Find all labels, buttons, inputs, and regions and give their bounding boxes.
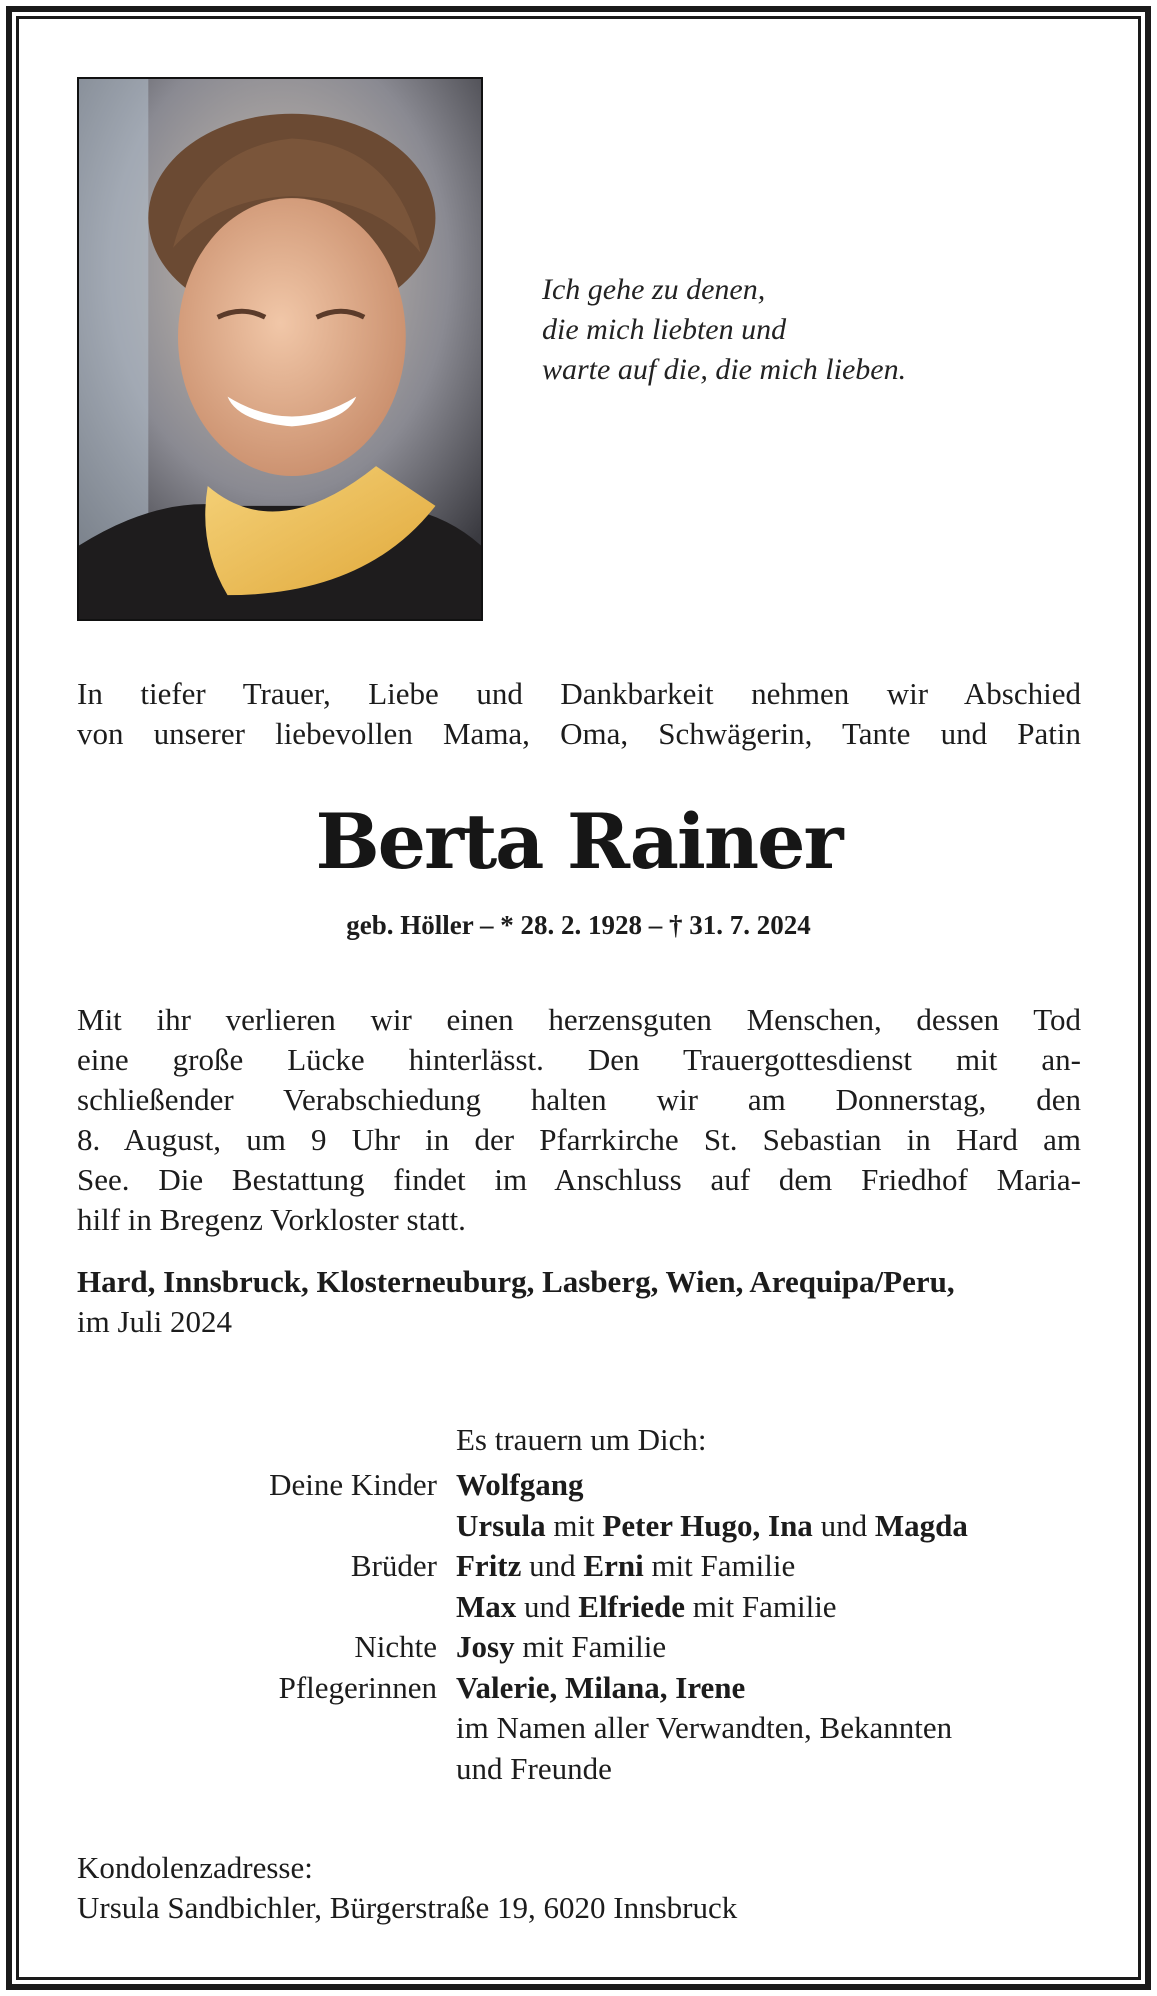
mourner-name: Fritz (456, 1548, 522, 1583)
mourner-row (77, 1465, 968, 1506)
mourner-connector: und (516, 1588, 579, 1624)
mourner-connector: mit Familie (685, 1588, 837, 1624)
mourner-connector: und (521, 1548, 584, 1583)
body-line: hilf in Bregenz Vorkloster statt. (77, 1202, 466, 1237)
body-line: schließender Verabschiedung halten wir am Donnerstag, den (77, 1082, 1081, 1117)
mourner-names (456, 1749, 612, 1790)
mourner-name: Elfriede (578, 1588, 686, 1624)
condolence-address (77, 1848, 737, 1928)
portrait-photo (77, 77, 483, 621)
places-date (77, 1262, 1081, 1342)
mourner-connector: mit Familie (643, 1548, 796, 1583)
body-text (77, 1000, 1081, 1240)
places-cities: Hard, Innsbruck, Klosterneuburg, Lasberg, Wien, Arequipa/Peru, (77, 1264, 955, 1299)
mourner-relation (77, 1708, 437, 1749)
mourner-names (456, 1546, 795, 1587)
mourner-names (456, 1668, 745, 1709)
mourner-name: Valerie, Milana, Irene (456, 1669, 746, 1705)
mourner-name: Josy (456, 1629, 515, 1664)
mourner-relation: Brüder (350, 1548, 437, 1583)
mourner-name: Max (456, 1588, 517, 1624)
poem (542, 270, 906, 390)
body-line: 8. August, um 9 Uhr in der Pfarrkirche St. Sebastian in Hard am (77, 1122, 1081, 1157)
places-date-line: im Juli 2024 (77, 1304, 233, 1339)
mourner-name: Peter Hugo, Ina (602, 1507, 813, 1543)
mourner-name: Wolfgang (456, 1467, 584, 1502)
mourner-row (77, 1506, 968, 1547)
mourner-row (77, 1708, 968, 1749)
poem-line: Ich gehe zu denen, (542, 273, 766, 306)
mourner-relation: Deine Kinder (269, 1467, 437, 1502)
intro-line: In tiefer Trauer, Liebe und Dankbarkeit nehmen wir Abschied (77, 676, 1081, 711)
mourner-name: Ursula (456, 1507, 546, 1543)
poem-line: warte auf die, die mich lieben. (542, 353, 907, 386)
mourner-row (77, 1627, 968, 1668)
mourner-names (456, 1708, 952, 1749)
mourner-name: Erni (583, 1548, 644, 1583)
mourner-relation: Pflegerinnen (278, 1669, 437, 1705)
intro-line: von unserer liebevollen Mama, Oma, Schwägerin, Tante und Patin (77, 716, 1081, 751)
mourners-heading: Es trauern um Dich: (456, 1422, 707, 1457)
mourners-list (77, 1465, 968, 1789)
mourner-connector: mit Familie (514, 1629, 667, 1664)
mourner-row (77, 1749, 968, 1790)
deceased-dates: geb. Höller – * 28. 2. 1928 – † 31. 7. 2024 (346, 910, 811, 940)
mourner-row (77, 1668, 968, 1709)
mourner-relation (77, 1587, 437, 1628)
mourner-row (77, 1546, 968, 1587)
mourner-names (456, 1506, 968, 1547)
mourner-connector: mit (545, 1507, 603, 1543)
mourner-names (456, 1465, 583, 1506)
mourner-row (77, 1587, 968, 1628)
mourner-name: Magda (874, 1507, 968, 1543)
deceased-name: Berta Rainer (315, 797, 842, 886)
mourner-relation (77, 1749, 437, 1790)
mourner-connector: und Freunde (456, 1750, 612, 1786)
address-value: Ursula Sandbichler, Bürgerstraße 19, 6020 Innsbruck (77, 1890, 738, 1925)
mourner-connector: und (812, 1507, 875, 1543)
poem-line: die mich liebten und (542, 313, 787, 346)
body-line: Mit ihr verlieren wir einen herzensguten Menschen, dessen Tod (77, 1002, 1081, 1037)
mourner-relation: Nichte (354, 1629, 437, 1664)
body-line: eine große Lücke hinterlässt. Den Trauergottesdienst mit an- (77, 1042, 1081, 1077)
body-line: See. Die Bestattung findet im Anschluss auf dem Friedhof Maria- (77, 1162, 1081, 1197)
address-label: Kondolenzadresse: (77, 1850, 313, 1885)
mourner-names (456, 1587, 837, 1628)
mourner-names (456, 1627, 666, 1668)
mourner-connector: im Namen aller Verwandten, Bekannten (456, 1710, 953, 1745)
mourner-relation (77, 1506, 437, 1547)
intro-text (77, 674, 1081, 754)
